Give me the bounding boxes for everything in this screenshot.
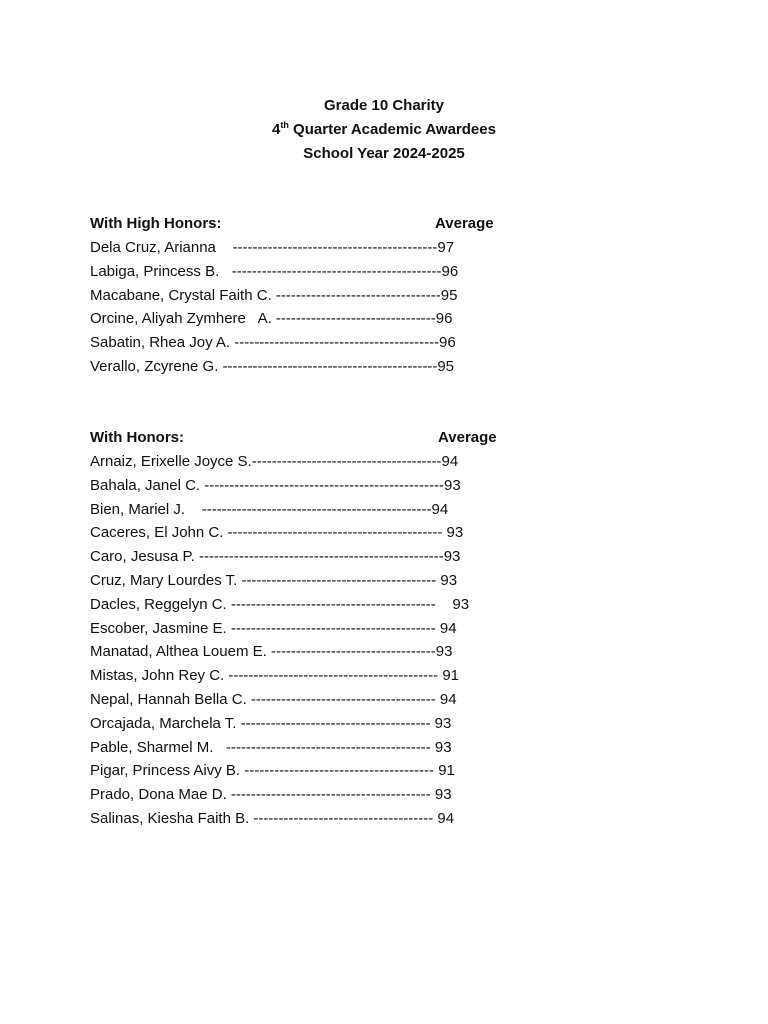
quarter-number: 4 [272, 121, 281, 138]
honors-heading [90, 426, 510, 450]
awardee-row: Bahala, Janel C. ------------------------------------------------93 [90, 476, 461, 494]
quarter-title [0, 118, 768, 142]
quarter-ordinal-suffix: th [280, 120, 289, 130]
awardee-row: Prado, Dona Mae D. ---------------------------------------- 93 [90, 786, 452, 804]
awardee-row: Bien, Mariel J. ----------------------------------------------94 [90, 500, 449, 518]
awardee-row: Pigar, Princess Aivy B. -------------------------------------- 91 [90, 762, 455, 780]
high-honors-section [90, 212, 510, 379]
high-honors-average-label: Average [435, 215, 494, 232]
awardee-row: Nepal, Hannah Bella C. ------------------------------------- 94 [90, 690, 457, 708]
awardee-row: Caro, Jesusa P. -------------------------------------------------93 [90, 548, 461, 566]
awardee-row: Mistas, John Rey C. ------------------------------------------ 91 [90, 667, 460, 685]
awardee-row: Pable, Sharmel M. ----------------------------------------- 93 [90, 738, 452, 756]
awardee-row: Orcajada, Marchela T. -------------------------------------- 93 [90, 714, 452, 732]
awardee-row: Orcine, Aliyah Zymhere A. --------------------------------96 [90, 310, 453, 328]
school-year: School Year 2024-2025 [303, 145, 465, 162]
awardee-row: Manatad, Althea Louem E. ---------------------------------93 [90, 643, 453, 661]
quarter-title-text: Quarter Academic Awardees [288, 121, 496, 138]
awardee-row: Arnaiz, Erixelle Joyce S.--------------------------------------94 [90, 453, 459, 470]
awardee-row: Verallo, Zcyrene G. -------------------------------------------95 [90, 357, 455, 375]
class-title: Grade 10 Charity [323, 97, 445, 114]
awardee-row: Dacles, Reggelyn C. ----------------------------------------- 93 [90, 595, 470, 613]
high-honors-heading [90, 212, 510, 236]
awardee-row: Caceres, El John C. ------------------------------------------- 93 [90, 524, 464, 542]
awardee-row: Cruz, Mary Lourdes T. --------------------------------------- 93 [90, 571, 458, 589]
honors-section [90, 426, 510, 831]
high-honors-title: With High Honors: [90, 215, 222, 232]
awardee-row: Dela Cruz, Arianna -----------------------------------------97 [90, 239, 455, 256]
awardee-row: Labiga, Princess B. ------------------------------------------96 [90, 262, 459, 280]
document-header [0, 94, 768, 166]
awardee-row: Escober, Jasmine E. ----------------------------------------- 94 [90, 619, 457, 637]
honors-average-label: Average [438, 429, 497, 446]
awardee-row: Sabatin, Rhea Joy A. -----------------------------------------96 [90, 334, 456, 352]
honors-title: With Honors: [90, 429, 185, 446]
awardee-row: Salinas, Kiesha Faith B. ------------------------------------ 94 [90, 809, 455, 827]
awardee-row: Macabane, Crystal Faith C. ---------------------------------95 [90, 286, 458, 304]
